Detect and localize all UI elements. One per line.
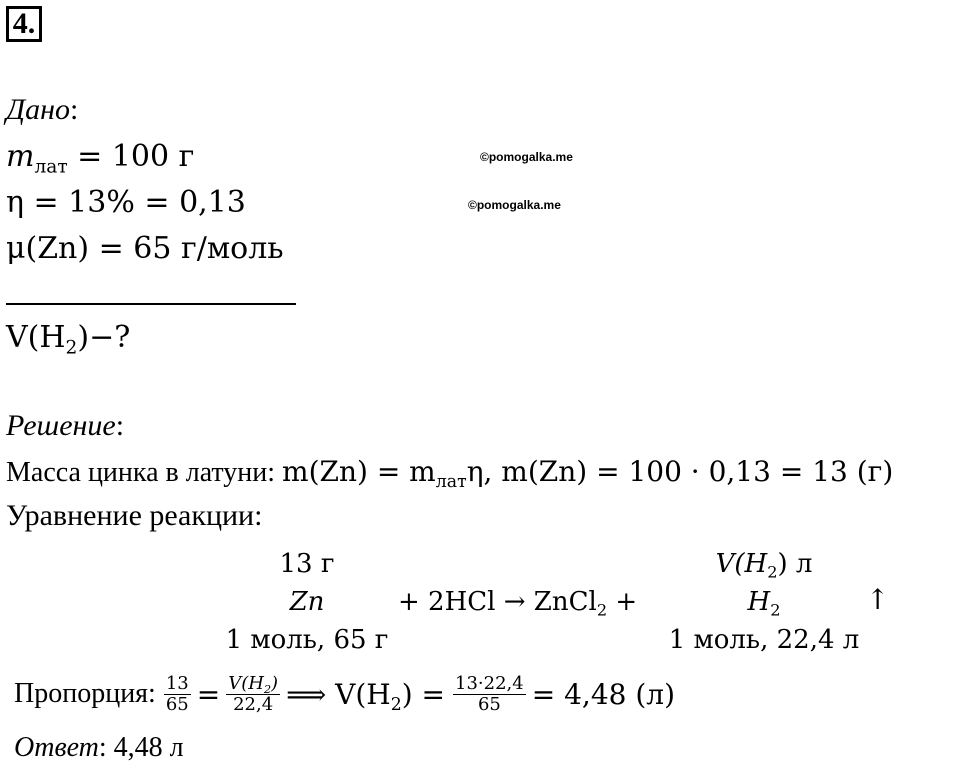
h2-moles: 1 моль, 22,4 л [668, 625, 860, 655]
fraction-13-65 [164, 674, 191, 715]
proportion-result: = 4,48 (л) [531, 677, 675, 711]
proportion-line [14, 664, 675, 724]
mass-formula-sub: лат [435, 472, 467, 493]
frac-num-a: V(H [228, 672, 264, 694]
colon: : [98, 732, 114, 763]
given-mass-line [6, 139, 195, 178]
mass-symbol: m [6, 139, 35, 174]
mass-value: = 100 г [67, 139, 195, 174]
h2-subscript: 2 [770, 600, 781, 620]
reaction-middle [398, 584, 637, 620]
solution-heading-line [6, 408, 124, 444]
gas-arrow-icon: ↑ [866, 583, 890, 616]
implies-sub: 2 [390, 694, 402, 715]
h2-volume-a: V(H [715, 549, 768, 579]
given-divider [6, 303, 296, 305]
given-heading-line [6, 92, 78, 128]
mass-zinc-line [6, 454, 893, 491]
reaction-middle-text: + 2HCl → ZnCl [398, 587, 597, 617]
fraction-result [453, 674, 526, 715]
watermark: ©pomogalka.me [468, 198, 561, 212]
find-line [6, 320, 131, 359]
answer-line [14, 730, 184, 766]
fraction-numerator: 13 [165, 672, 189, 694]
answer-value: 4,48 л [113, 732, 184, 763]
fraction-numerator: 13·22,4 [455, 672, 524, 694]
mass-zinc-label: Масса цинка в латуни: [6, 457, 276, 488]
reaction-label: Уравнение реакции: [6, 499, 263, 532]
fraction-numerator [226, 674, 280, 695]
zn-moles: 1 моль, 65 г [225, 625, 389, 655]
mass-subscript: лат [34, 156, 68, 178]
find-sub: 2 [65, 337, 78, 359]
h2-symbol: H [747, 587, 771, 617]
reaction-middle-end: + [607, 587, 638, 617]
colon: : [69, 93, 79, 126]
zn-mass: 13 г [279, 549, 335, 579]
zn-formula: Zn [289, 587, 325, 617]
equals-sign: = [196, 677, 221, 711]
answer-heading: Ответ [14, 732, 99, 763]
solution-heading: Решение [6, 409, 116, 442]
mass-formula-b: η, m(Zn) = 100 · 0,13 = 13 (г) [466, 455, 894, 488]
implies-part [286, 677, 446, 715]
find-v: V(H [6, 320, 66, 355]
given-heading: Дано [6, 93, 70, 126]
proportion-label: Пропорция: [14, 678, 156, 709]
h2-volume-b: ) л [777, 549, 813, 579]
implies-end: ) = [401, 677, 446, 711]
frac-num-b: ) [271, 672, 279, 694]
watermark: ©pomogalka.me [480, 150, 573, 164]
fraction-denominator: 65 [165, 693, 189, 715]
reaction-middle-sub: 2 [596, 600, 608, 620]
fraction-denominator: 22,4 [233, 693, 274, 715]
h2-formula [748, 584, 781, 620]
frac-num-sub: 2 [263, 682, 272, 696]
h2-volume [716, 546, 813, 582]
given-efficiency-line: η = 13% = 0,13 [6, 185, 246, 220]
find-rest: )−? [77, 320, 131, 355]
implies-text: ⟹ V(H [286, 677, 391, 711]
fraction-vh2-22-4 [226, 674, 280, 715]
fraction-denominator: 65 [477, 693, 501, 715]
problem-number: 4. [6, 6, 42, 42]
given-molar-mass-line: μ(Zn) = 65 г/моль [6, 231, 284, 266]
colon: : [115, 409, 125, 442]
h2-volume-sub: 2 [767, 562, 778, 582]
mass-formula-a: m(Zn) = m [282, 455, 436, 488]
